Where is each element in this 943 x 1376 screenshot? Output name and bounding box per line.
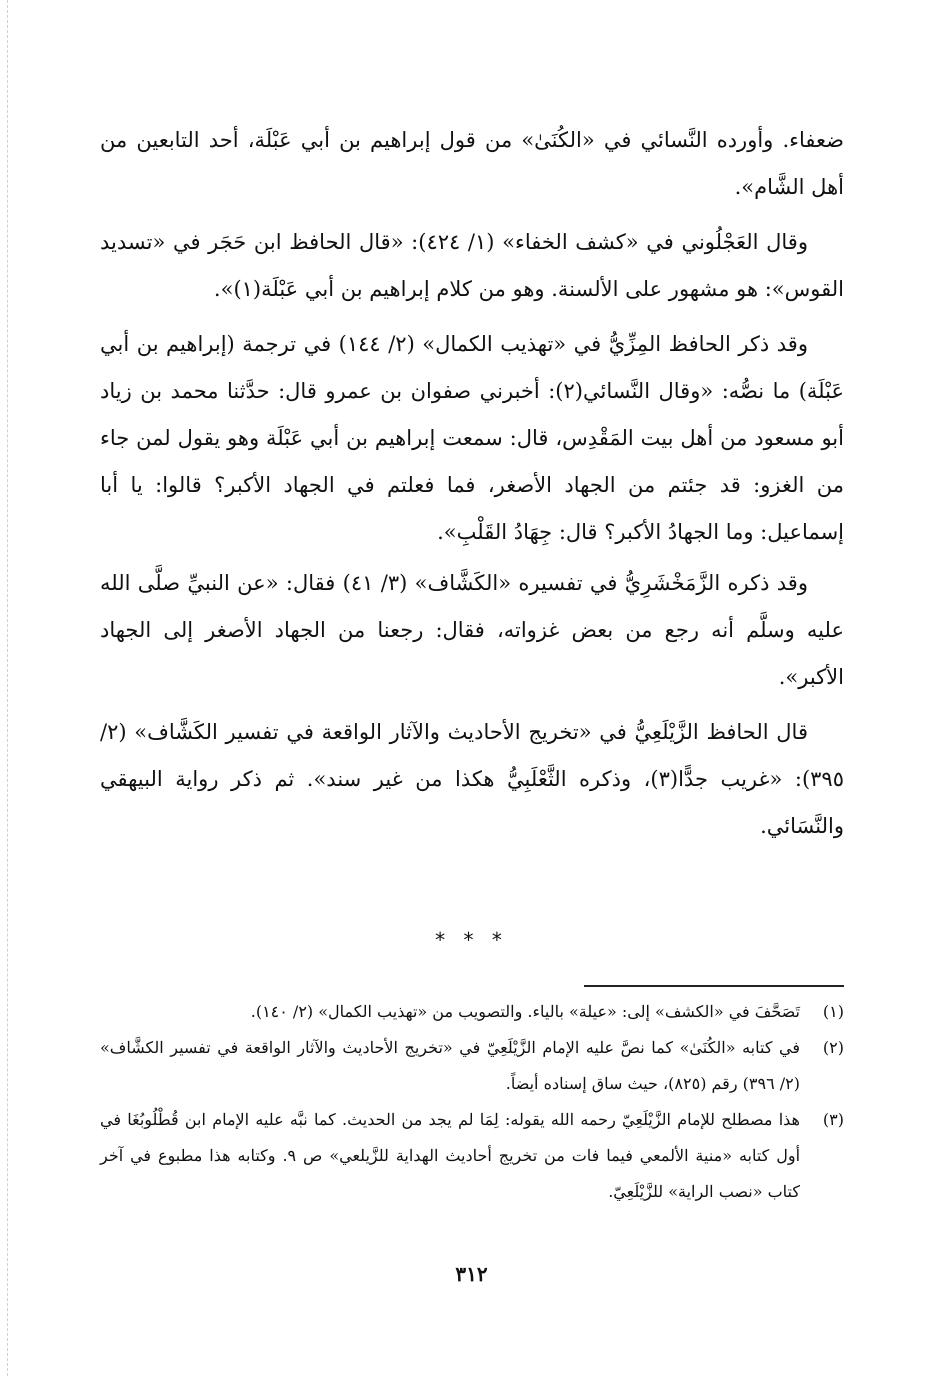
footnote-number: (٢) [822,1038,844,1057]
section-separator: * * * [435,928,508,952]
footnote-text: تَصَحَّفَ في «الكشف» إلى: «عيلة» بالياء. والتصويب من «تهذيب الكمال» (٢/ ١٤٠). [250,1002,800,1021]
footnote-number: (٣) [822,1110,844,1129]
footnote-number: (١) [822,1002,844,1021]
footnote-1 [100,994,844,1030]
main-text [100,117,844,850]
paragraph-4: وقد ذكره الزَّمَخْشَرِيُّ في تفسيره «الكَشَّاف» (٣/ ٤١) فقال: «عن النبيِّ صلَّى الله عليه وسلَّم أنه رجع من بعض غزواته، فقال: رجعنا من الجهاد الأصغر إلى الجهاد الأكبر». [100,571,844,689]
footnote-text: هذا مصطلح للإمام الزَّيْلَعِيّ رحمه الله يقوله: لِمَا لم يجد من الحديث. كما نبَّه عليه الإمام ابن قُطْلُوبُغَا في أول كتابه «منية الألمعي فيما فات من تخريج أحاديث الهداية للزَّيلعي» ص ٩. وكتابه هذا مطبوع في آخر كتاب «نصب الراية» للزَّيْلَعِيّ. [100,1110,801,1201]
paragraph-5: قال الحافظ الزَّيْلَعِيُّ في «تخريج الأحاديث والآثار الواقعة في تفسير الكَشَّاف» (٢/ ٣٩٥): «غريب جدًّا(٣)، وذكره الثَّعْلَبِيُّ هكذا من غير سند». ثم ذكر رواية البيهقي والنَّسَائي. [100,720,844,838]
paragraph-3: وقد ذكر الحافظ المِزِّيُّ في «تهذيب الكمال» (٢/ ١٤٤) في ترجمة (إبراهيم بن أبي عَبْلَة) ما نصُّه: «وقال النَّسائي(٢): أخبرني صفوان بن عمرو قال: حدَّثنا محمد بن زياد أبو مسعود من أهل بيت المَقْدِس، قال: سمعت إبراهيم بن أبي عَبْلَة وهو يقول لمن جاء من الغزو: قد جئتم من الجهاد الأصغر، فما فعلتم في الجهاد الأكبر؟ قالوا: يا أبا إسماعيل: وما الجهادُ الأكبر؟ قال: جِهَادُ القَلْبِ». [100,332,844,544]
footnote-3 [100,1102,844,1210]
footnotes [100,994,844,1210]
paragraph-1: ضعفاء. وأورده النَّسائي في «الكُنَىٰ» من قول إبراهيم بن أبي عَبْلَة، أحد التابعين من أهل الشَّام». [100,128,844,199]
footnote-2 [100,1030,844,1102]
footnote-divider [584,985,844,987]
paragraph-2: وقال العَجْلُوني في «كشف الخفاء» (١/ ٤٢٤): «قال الحافظ ابن حَجَر في «تسديد القوس»: هو مشهور على الألسنة. وهو من كلام إبراهيم بن أبي عَبْلَة(١)». [100,230,844,301]
footnote-text: في كتابه «الكُنَىٰ» كما نصَّ عليه الإمام الزَّيْلَعِيّ في «تخريج الأحاديث والآثار الواقعة في تفسير الكشَّاف» (٢/ ٣٩٦) رقم (٨٢٥)، حيث ساق إسناده أيضاً. [100,1038,800,1093]
scan-edge-line [7,0,8,1376]
page-number: ٣١٢ [455,1262,488,1286]
